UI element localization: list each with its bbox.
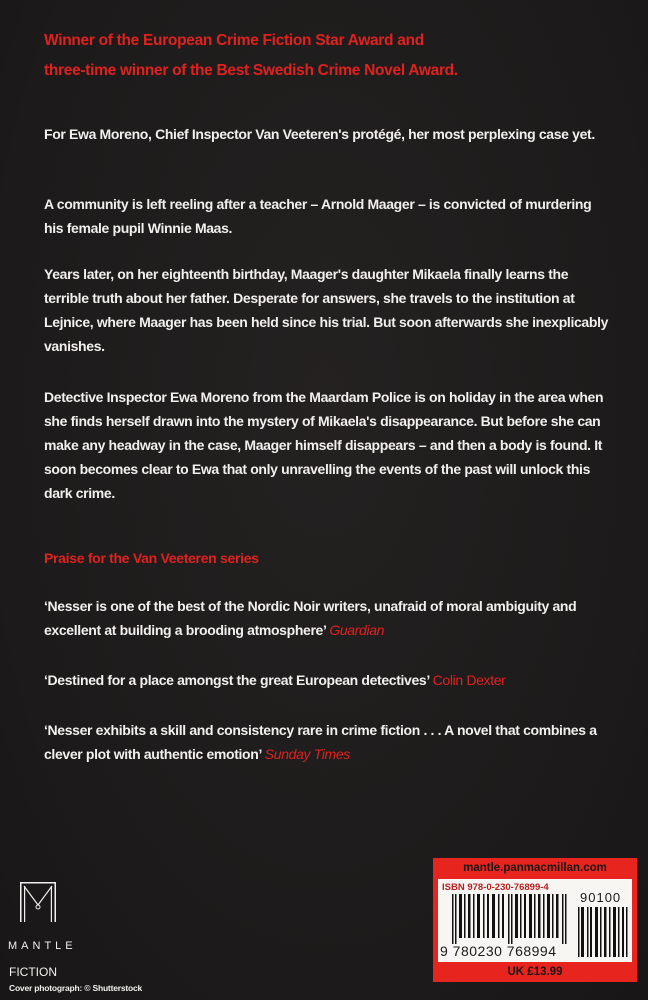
praise-heading: Praise for the Van Veeteren series xyxy=(44,550,259,566)
ean-number: 9 780230 768994 xyxy=(440,943,557,959)
blurb-paragraph-1: For Ewa Moreno, Chief Inspector Van Veeteren's protégé, her most perplexing case yet. xyxy=(44,126,595,142)
barcode-panel xyxy=(438,879,632,962)
cover-credit: Cover photograph: © Shutterstock xyxy=(9,983,143,993)
award-statement xyxy=(44,26,614,86)
price-label: UK £13.99 xyxy=(507,966,563,978)
quote-text: ‘Destined for a place amongst the great European detectives’ xyxy=(44,672,430,688)
publisher-name: MANTLE xyxy=(8,940,77,952)
addon-barcode-icon xyxy=(578,907,630,957)
award-line-1: Winner of the European Crime Fiction Star Award and xyxy=(44,32,424,49)
award-line-2: three-time winner of the Best Swedish Crime Novel Award. xyxy=(44,62,458,79)
quote-text: ‘Nesser exhibits a skill and consistency rare in crime fiction . . . A novel that combines a clever plot with authentic emotion’ xyxy=(44,722,597,762)
praise-quote-1 xyxy=(44,594,614,642)
barcode-label xyxy=(433,858,637,982)
quote-text: ‘Nesser is one of the best of the Nordic Noir writers, unafraid of moral ambiguity and excellent at building a brooding atmosphere’ xyxy=(44,598,577,638)
publisher-url: mantle.panmacmillan.com xyxy=(463,862,607,874)
quote-source: Sunday Times xyxy=(264,746,350,762)
ean-barcode-icon xyxy=(452,894,572,944)
praise-quote-3 xyxy=(44,718,614,766)
isbn-text: ISBN 978-0-230-76899-4 xyxy=(442,882,549,893)
quote-source: Colin Dexter xyxy=(432,672,506,688)
praise-quote-2 xyxy=(44,668,614,692)
addon-number: 90100 xyxy=(580,890,622,905)
quote-source: Guardian xyxy=(329,622,385,638)
category-label: FICTION xyxy=(9,965,57,979)
mantle-m-logo-icon xyxy=(18,880,58,924)
blurb-paragraph-4: Detective Inspector Ewa Moreno from the Maardam Police is on holiday in the area when she finds herself drawn into the mystery of Mikaela's disappearance. But before she can make any headway in the case, Maager himself disappears – and then a body is found. It soon becomes clear to Ewa that only unravelling the events of the past will unlock this dark crime. xyxy=(44,389,604,501)
blurb-paragraph-3: Years later, on her eighteenth birthday, Maager's daughter Mikaela finally learns the terrible truth about her father. Desperate for answers, she travels to the institution at Lejnice, where Maager has been held since his trial. But soon afterwards she inexplicably vanishes. xyxy=(44,266,609,354)
blurb-paragraph-2: A community is left reeling after a teacher – Arnold Maager – is convicted of murdering his female pupil Winnie Maas. xyxy=(44,196,592,236)
